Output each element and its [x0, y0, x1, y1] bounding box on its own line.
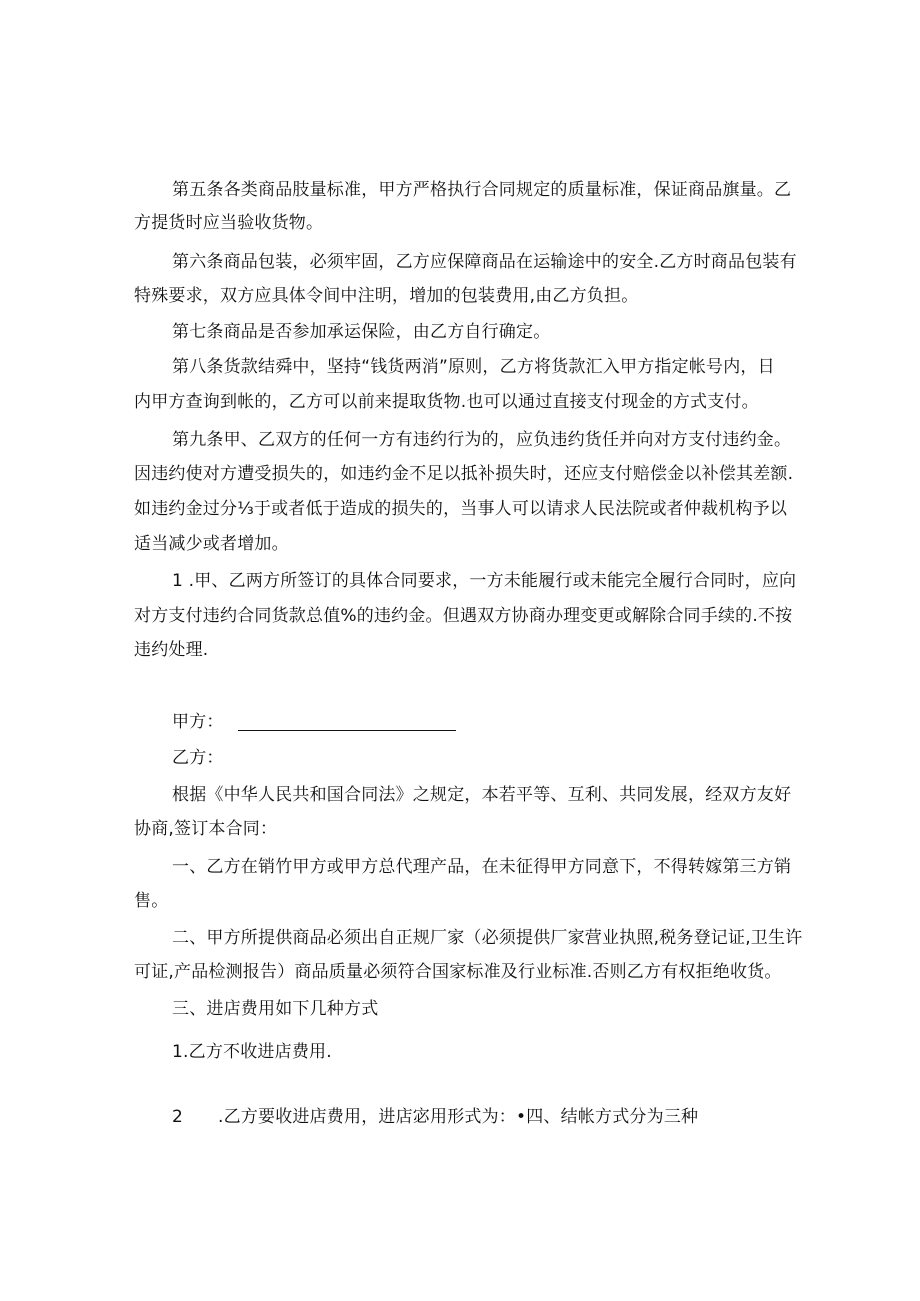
- clause-1-line-2: 对方支付违约合同货款总值%的违约金。但遇双方协商办理变更或解除合同手续的.不按: [134, 606, 793, 626]
- article-8-line-1: 第八条货款结舜中，坚持“钱货两消”原则，乙方将货款汇入甲方指定帐号内，日: [172, 357, 775, 377]
- article-6-line-2: 特殊要求，双方应具体令间中注明，增加的包装费用,由乙方负担。: [134, 286, 639, 306]
- article-5-line-1: 第五条各类商品肢量标准，甲方严格执行合同规定的质量标准，保证商品旗量。乙: [172, 180, 792, 200]
- clause-one-line-1: 一、乙方在销竹甲方或甲方总代理产品，在未征得甲方同意下，不得转嫁第三方销: [172, 857, 792, 877]
- clause-three-heading: 三、进店费用如下几种方式: [172, 999, 379, 1019]
- party-a-label: 甲方：: [172, 712, 224, 732]
- fee-option-2-number: 2: [172, 1107, 184, 1127]
- clause-one-line-2: 售。: [134, 891, 169, 911]
- party-a-blank: [238, 713, 456, 731]
- basis-line-2: 协商,签订本合同：: [134, 819, 278, 839]
- party-a-signature-line: [172, 710, 456, 734]
- article-9-line-2: 因违约使对方遭受损失的，如违约金不足以抵补损失时，还应支付赔偿金以补偿其差额.: [134, 464, 794, 484]
- fee-option-1: 1.乙方不收进店费用.: [172, 1042, 332, 1062]
- fee-option-2-text: .乙方要收进店费用，进店宓用形式为：•四、结帐方式分为三种: [218, 1107, 699, 1127]
- clause-two-line-2: 可证,产品检测报告）商品质量必须符合国家标准及行业标准.否则乙方有权拒绝收货。: [134, 962, 782, 982]
- clause-1-line-3: 违约处理.: [134, 640, 209, 660]
- article-7-line: 第七条商品是否参加承运保险，由乙方自行确定。: [172, 322, 551, 342]
- party-b-label: 乙方：: [172, 748, 224, 768]
- article-9-line-4: 适当减少或者增加。: [134, 534, 289, 554]
- article-9-line-3: 如违约金过分⅓于或者低于造成的损失的，当事人可以请求人民法院或者仲裁机构予以: [134, 499, 788, 519]
- article-5-line-2: 方提货时应当验收货物。: [134, 213, 324, 233]
- clause-1-line-1: 1 .甲、乙两方所签订的具体合同要求，一方未能履行或未能完全履行合同时，应向: [172, 571, 797, 591]
- article-8-line-2: 内甲方查询到帐的，乙方可以前来提取货物.也可以通过直接支付现金的方式支付。: [134, 392, 759, 412]
- clause-two-line-1: 二、甲方所提供商品必须出自正规厂家（必须提供厂家营业执照,税务登记证,卫生许: [172, 928, 803, 948]
- article-6-line-1: 第六条商品包装，必须牢固，乙方应保障商品在运输途中的安全.乙方时商品包装有: [172, 252, 797, 272]
- article-9-line-1: 第九条甲、乙双方的任何一方有违约行为的，应负违约货任并向对方支付违约金。: [172, 430, 792, 450]
- basis-line-1: 根据《中华人民共和国合同法》之规定，本若平等、互利、共同发展，经双方友好: [172, 785, 792, 805]
